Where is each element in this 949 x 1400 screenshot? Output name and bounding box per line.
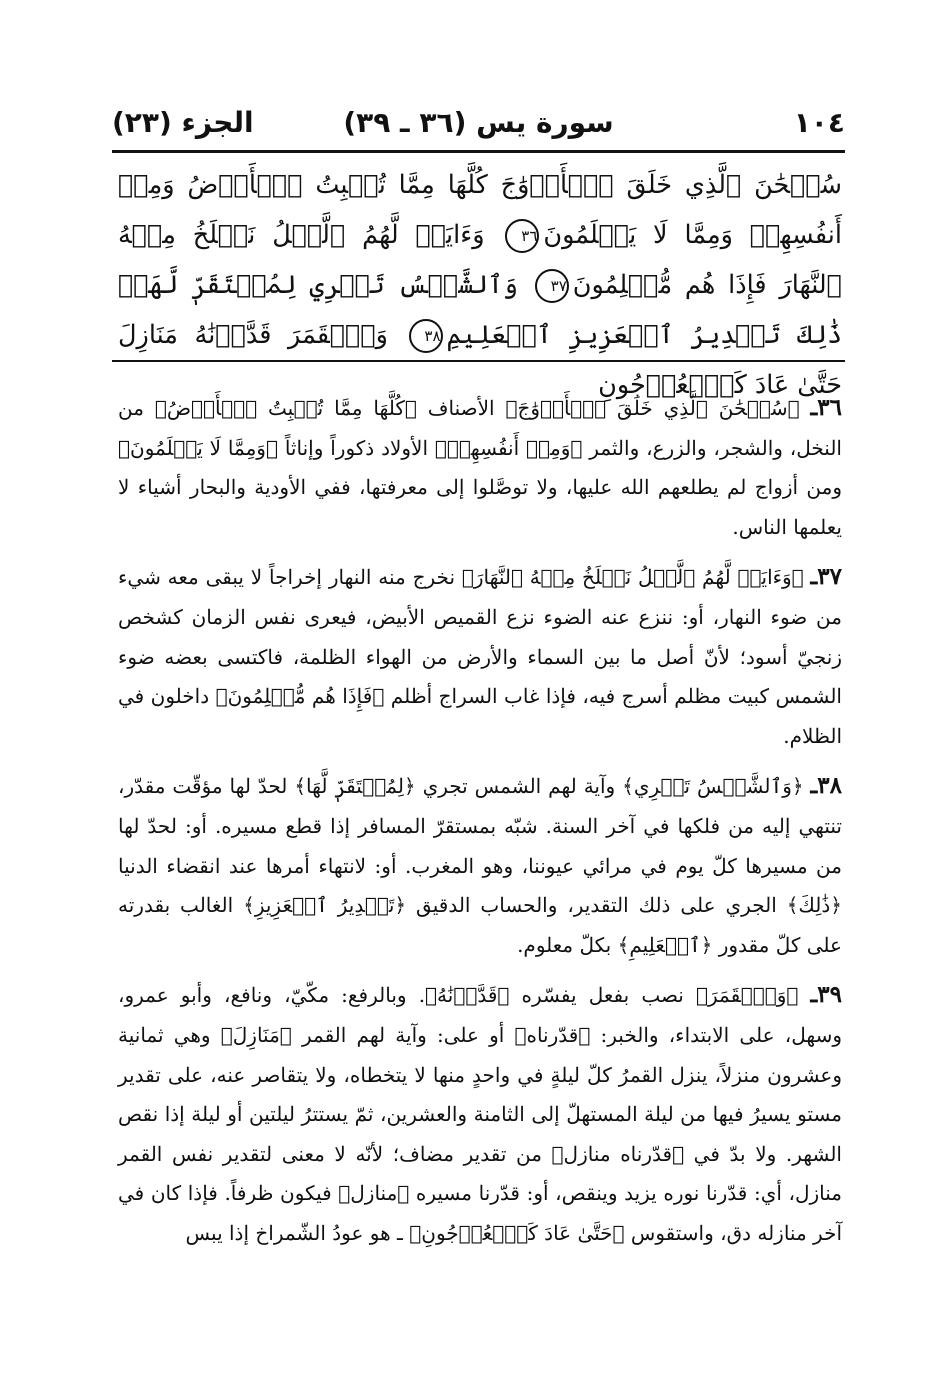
commentary-paragraph (118, 388, 842, 547)
verse-number-marker: ٣٨ (409, 319, 443, 353)
commentary-paragraph (118, 766, 842, 965)
commentary-body: ﴿وَٱلشَّمۡسُ تَجۡرِي﴾ وآية لهم الشمس تجري ﴿لِمُسۡتَقَرّٖ لَّهَا﴾ لحدّ لها مؤقّت مقدّر، تنتهي إليه من فلكها في آخر السنة. شبّه بمستقرّ المسافر إذا قطع مسيره. أو: لحدّ لها من مسيرها كلّ يوم في مرائي عيوننا، وهو المغرب. أو: لانتهاء أمرها عند انقضاء الدنيا ﴿ذَٰلِكَ﴾ الجري على ذلك التقدير، والحساب الدقيق ﴿تَقۡدِيرُ ٱلۡعَزِيزِ﴾ الغالب بقدرته على كلّ مقدور ﴿ٱلۡعَلِيمِ﴾ بكلّ معلوم. (118, 774, 842, 957)
juz-label: الجزء (٢٣) (112, 106, 254, 139)
commentary-text (118, 388, 842, 1263)
commentary-body: ﴿سُبۡحَٰنَ ٱلَّذِي خَلَقَ ٱلۡأَزۡوَٰجَ﴾ الأصناف ﴿كُلَّهَا مِمَّا تُنۢبِتُ ٱلۡأَرۡضُ﴾ من النخل، والشجر، والزرع، والثمر ﴿وَمِنۡ أَنفُسِهِمۡ﴾ الأولاد ذكوراً وإناثاً ﴿وَمِمَّا لَا يَعۡلَمُونَ﴾ ومن أزواج لم يطلعهم الله عليها، ولا توصَّلوا إلى معرفتها، ففي الأودية والبحار أشياء لا يعلمها الناس. (118, 396, 842, 539)
verse-text: وَٱلشَّمۡسُ تَجۡرِي لِمُسۡتَقَرّٖ لَّهَاۚ ذَٰلِكَ تَقۡدِيرُ ٱلۡعَزِيزِ ٱلۡعَلِيمِ (118, 270, 843, 350)
verse-ref-number: ٣٦ـ (810, 394, 842, 421)
verse-number-marker: ٣٧ (535, 269, 569, 303)
quran-verses (118, 160, 843, 400)
commentary-body: ﴿وَٱلۡقَمَرَ﴾ نصب بفعل يفسّره ﴿قَدَّرۡنَٰهُ﴾. وبالرفع: مكّيّ، ونافع، وأبو عمرو، وسهل، على الابتداء، والخبر: ﴿قدّرناه﴾ أو على: وآية لهم القمر ﴿مَنَازِلَ﴾ وهي ثمانية وعشرون منزلاً، ينزل القمرُ كلّ ليلةٍ في واحدٍ منها لا يتخطاه، ولا يتقاصر عنه، على تقدير مستو يسيرُ فيها من ليلة المستهلّ إلى الثامنة والعشرين، ثمّ يستترُ ليلتين أو ليلة إذا نقص الشهر. ولا بدّ في ﴿قدّرناه منازل﴾ من تقدير مضاف؛ لأنّه لا معنى لتقدير نفس القمر منازل، أي: قدّرنا نوره يزيد وينقص، أو: قدّرنا مسيره ﴿منازل﴾ فيكون ظرفاً. فإذا كان في آخر منازله دق، واستقوس ﴿حَتَّىٰ عَادَ كَٱلۡعُرۡجُونِ﴾ ـ هو عودُ الشّمراخ إذا يبس (118, 983, 842, 1245)
header-divider (112, 150, 845, 153)
verse-ref-number: ٣٩ـ (810, 981, 843, 1009)
commentary-paragraph (118, 557, 842, 756)
page-header (112, 100, 845, 146)
verse-text: سُبۡحَٰنَ ٱلَّذِي خَلَقَ ٱلۡأَزۡوَٰجَ كُلَّهَا مِمَّا تُنۢبِتُ ٱلۡأَرۡضُ وَمِنۡ أَنفُسِهِمۡ وَمِمَّا لَا يَعۡلَمُونَ (118, 170, 842, 250)
commentary-body: ﴿وَءَايَةٞ لَّهُمُ ٱلَّيۡلُ نَسۡلَخُ مِنۡهُ ٱلنَّهَارَ﴾ نخرج منه النهار إخراجاً لا يبقى معه شيء من ضوء النهار، أو: ننزع عنه الضوء نزع القميص الأبيض، فيعرى نفس الزمان كشخص زنجيّ أسود؛ لأنّ أصل ما بين السماء والأرض من الهواء الظلمة، فاكتسى بعضه ضوء الشمس كبيت مظلم أسرج فيه، فإذا غاب السراج أظلم ﴿فَإِذَا هُم مُّظۡلِمُونَ﴾ داخلون في الظلام. (118, 565, 842, 748)
verse-ref-number: ٣٧ـ (810, 563, 842, 591)
verse-number-marker: ٣٦ (505, 219, 539, 253)
verse-ref-number: ٣٨ـ (810, 772, 842, 800)
surah-title: سورة يس (٣٦ ـ ٣٩) (343, 106, 614, 139)
verse-text: وَءَايَةٞ لَّهُمُ ٱلَّيۡلُ نَسۡلَخُ مِنۡهُ ٱلنَّهَارَ فَإِذَا هُم مُّظۡلِمُونَ (118, 220, 842, 300)
verses-divider (112, 360, 845, 362)
page-number: ١٠٤ (793, 106, 845, 139)
verse-text: وَٱلۡقَمَرَ قَدَّرۡنَٰهُ مَنَازِلَ حَتَّىٰ عَادَ كَٱلۡعُرۡجُونِ (118, 320, 842, 400)
commentary-paragraph (118, 975, 842, 1253)
